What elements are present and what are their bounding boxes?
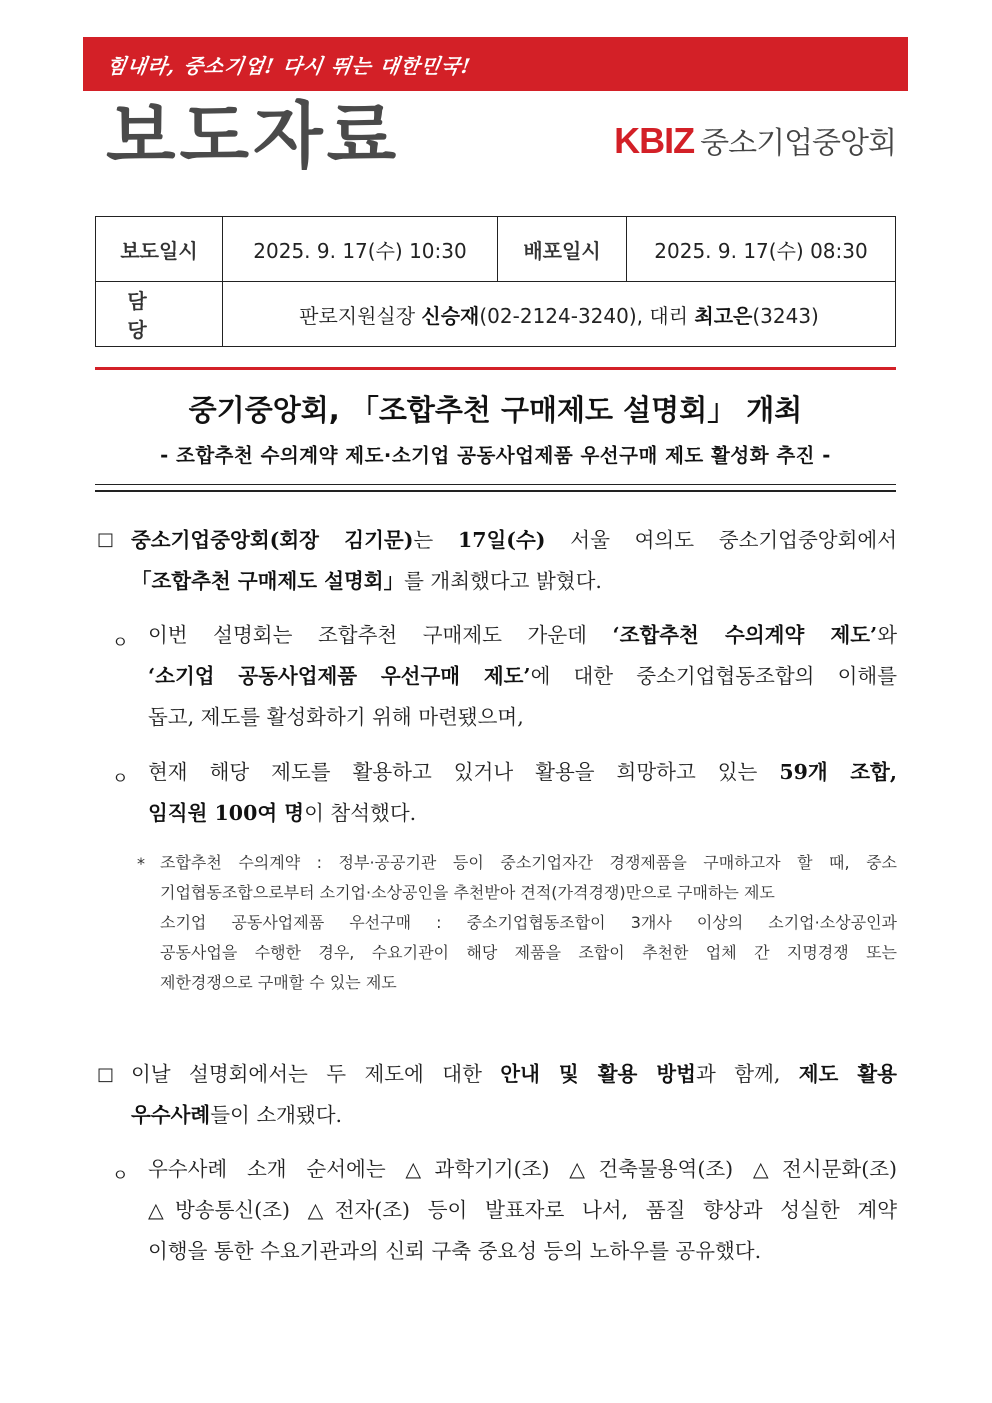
release-info-table bbox=[95, 216, 896, 347]
circle-bullet-1b: ㅇ bbox=[112, 769, 129, 789]
section-1a-line-2 bbox=[148, 656, 897, 697]
slogan-text: 힘내라, 중소기업! 다시 뛰는 대한민국! bbox=[105, 54, 473, 78]
s1-t3: 를 개최했다고 밝혔다. bbox=[404, 569, 602, 593]
s2-t3: 들이 소개됐다. bbox=[210, 1103, 343, 1127]
s1a-t3: 에 대한 중소기업협동조합의 이해를 bbox=[530, 664, 898, 688]
red-divider bbox=[95, 367, 896, 370]
s1b-t2: 이 참석했다. bbox=[304, 801, 417, 825]
contact-value bbox=[223, 282, 896, 347]
circle-bullet-2a: ㅇ bbox=[112, 1166, 129, 1186]
s1b-b1: 59개 조합, bbox=[779, 760, 897, 784]
double-rule-top bbox=[95, 484, 896, 485]
s1a-t1: 이번 설명회는 조합추천 구매제도 가운데 bbox=[148, 623, 613, 647]
s1a-b2: ‘소기업 공동사업제품 우선구매 제도’ bbox=[148, 664, 531, 688]
section-1b-line-2 bbox=[148, 793, 897, 834]
square-bullet-2: □ bbox=[97, 1064, 115, 1085]
s2-t2: 과 함께, bbox=[696, 1062, 799, 1086]
kbiz-logo bbox=[614, 118, 896, 162]
s1-event: 「조합추천 구매제도 설명회」 bbox=[131, 569, 405, 593]
s2-b3: 우수사례 bbox=[131, 1103, 211, 1127]
s1-t2: 서울 여의도 중소기업중앙회에서 bbox=[545, 528, 897, 552]
footnote-2-line-2: 공동사업을 수행한 경우, 수요기관이 해당 제품을 조합이 추천한 업체 간 지명경쟁 또는 bbox=[160, 943, 897, 962]
release-date-value: 2025. 9. 17(수) 10:30 bbox=[223, 217, 498, 282]
footnote-1-line-1: 조합추천 수의계약 : 정부·공공기관 등이 중소기업자간 경쟁제품을 구매하고자 할 때, 중소 bbox=[160, 853, 897, 872]
s2-b1: 안내 및 활용 방법 bbox=[500, 1062, 696, 1086]
contact-role-a: 판로지원실장 bbox=[299, 303, 422, 328]
distribute-date-value: 2025. 9. 17(수) 08:30 bbox=[627, 217, 896, 282]
double-rule-bottom bbox=[95, 490, 896, 492]
section-1-line-2 bbox=[131, 561, 897, 602]
kbiz-logo-org-name: 중소기업중앙회 bbox=[700, 126, 896, 161]
footnote-2-line-1: 소기업 공동사업제품 우선구매 : 중소기업협동조합이 3개사 이상의 소기업·소상공인과 bbox=[160, 913, 897, 932]
press-release-title: 보도자료 bbox=[106, 94, 401, 178]
section-1a-line-1 bbox=[148, 615, 897, 656]
section-1a-line-3: 돕고, 제도를 활성화하기 위해 마련됐으며, bbox=[148, 705, 524, 729]
contact-name-b: 최고은 bbox=[694, 303, 753, 328]
contact-label-text: 담 당 bbox=[127, 289, 191, 342]
section-1b-line-1 bbox=[148, 752, 897, 793]
footnote-block bbox=[160, 848, 897, 998]
s1a-b1: ‘조합추천 수의계약 제도’ bbox=[612, 623, 878, 647]
circle-bullet-1a: ㅇ bbox=[112, 633, 129, 653]
contact-label bbox=[96, 282, 223, 347]
release-info-row bbox=[96, 217, 896, 282]
s1-date: 17일(수) bbox=[457, 528, 546, 552]
section-1b-paragraph bbox=[148, 752, 897, 834]
s1a-t2: 와 bbox=[877, 623, 897, 647]
section-2a-line-2: △방송통신(조) △전자(조) 등이 발표자로 나서, 품질 향상과 성실한 계약 bbox=[148, 1198, 897, 1222]
contact-info-row bbox=[96, 282, 896, 347]
release-date-label: 보도일시 bbox=[96, 217, 223, 282]
section-2-line-1 bbox=[131, 1054, 897, 1095]
footnote-star: * bbox=[137, 854, 145, 873]
distribute-date-label: 배포일시 bbox=[498, 217, 627, 282]
footnote-2-line-3: 제한경쟁으로 구매할 수 있는 제도 bbox=[160, 973, 397, 992]
footnote-1-line-2: 기업협동조합으로부터 소기업·소상공인을 추천받아 견적(가격경쟁)만으로 구매하는 제도 bbox=[160, 883, 775, 902]
s2-t1: 이날 설명회에서는 두 제도에 대한 bbox=[131, 1062, 501, 1086]
section-2a-paragraph bbox=[148, 1149, 897, 1272]
section-1-line-1 bbox=[131, 520, 897, 561]
section-2-paragraph bbox=[131, 1054, 897, 1136]
contact-phone-a: (02-2124-3240), 대리 bbox=[479, 303, 695, 328]
kbiz-logo-mark: KBIZ bbox=[614, 120, 695, 161]
contact-name-a: 신승재 bbox=[421, 303, 480, 328]
contact-phone-b: (3243) bbox=[752, 303, 819, 328]
headline: 중기중앙회, 「조합추천 구매제도 설명회」 개최 bbox=[188, 393, 803, 427]
square-bullet-1: □ bbox=[97, 529, 115, 550]
org-name: 중소기업중앙회(회장 김기문) bbox=[131, 528, 414, 552]
subheadline: - 조합추천 수의계약 제도·소기업 공동사업제품 우선구매 제도 활성화 추진 - bbox=[160, 444, 831, 467]
section-1a-paragraph bbox=[148, 615, 897, 738]
section-2a-line-3: 이행을 통한 수요기관과의 신뢰 구축 중요성 등의 노하우를 공유했다. bbox=[148, 1239, 762, 1263]
s1-t1: 는 bbox=[413, 528, 458, 552]
section-1-paragraph bbox=[131, 520, 897, 602]
s2-b2: 제도 활용 bbox=[798, 1062, 897, 1086]
s1b-t1: 현재 해당 제도를 활용하고 있거나 활용을 희망하고 있는 bbox=[148, 760, 780, 784]
section-2-line-2 bbox=[131, 1095, 897, 1136]
s1b-b2: 임직원 100여 명 bbox=[148, 801, 305, 825]
section-2a-line-1: 우수사례 소개 순서에는 △과학기기(조) △건축물용역(조) △전시문화(조) bbox=[148, 1157, 897, 1181]
